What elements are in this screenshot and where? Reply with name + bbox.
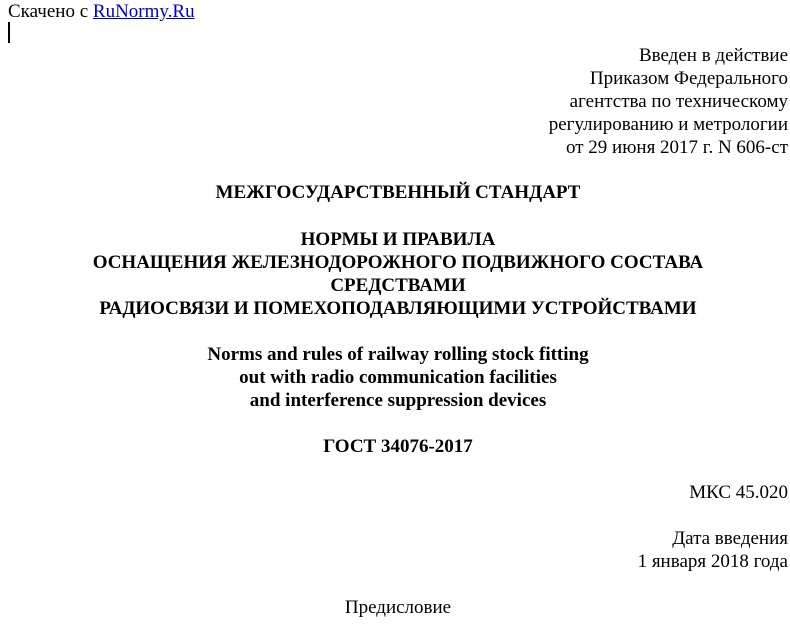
- russian-title-line: РАДИОСВЯЗИ И ПОМЕХОПОДАВЛЯЮЩИМИ УСТРОЙСТВАМИ: [99, 298, 697, 319]
- intro-date-value: 1 января 2018 года: [637, 551, 788, 572]
- preface-heading: Предисловие: [344, 597, 452, 618]
- russian-title-line: СРЕДСТВАМИ: [330, 275, 466, 296]
- english-title: [0, 343, 790, 412]
- approval-line: регулированию и метрологии: [548, 114, 788, 135]
- english-title-line: out with radio communication facilities: [239, 367, 557, 388]
- russian-title: [0, 228, 790, 320]
- approval-line: Приказом Федерального: [589, 68, 788, 89]
- standard-type-heading: МЕЖГОСУДАРСТВЕННЫЙ СТАНДАРТ: [215, 182, 581, 203]
- russian-title-line: ОСНАЩЕНИЯ ЖЕЛЕЗНОДОРОЖНОГО ПОДВИЖНОГО СОСТАВА: [92, 252, 704, 273]
- source-prefix: Скачено с: [8, 1, 93, 22]
- text-cursor: [8, 22, 10, 43]
- approval-line: от 29 июня 2017 г. N 606-ст: [565, 137, 788, 158]
- intro-date-block: [388, 527, 788, 573]
- source-link[interactable]: RuNormy.Ru: [92, 1, 195, 22]
- russian-title-line: НОРМЫ И ПРАВИЛА: [300, 229, 496, 250]
- english-title-line: Norms and rules of railway rolling stock fitting: [207, 344, 589, 365]
- english-title-line: and interference suppression devices: [249, 390, 547, 411]
- source-line: [8, 0, 195, 23]
- mks-code: МКС 45.020: [689, 482, 788, 503]
- gost-number: ГОСТ 34076-2017: [323, 436, 473, 457]
- intro-date-label: Дата введения: [672, 528, 788, 549]
- approval-line: Введен в действие: [638, 45, 788, 66]
- approval-block: [288, 44, 788, 159]
- approval-line: агентства по техническому: [569, 91, 788, 112]
